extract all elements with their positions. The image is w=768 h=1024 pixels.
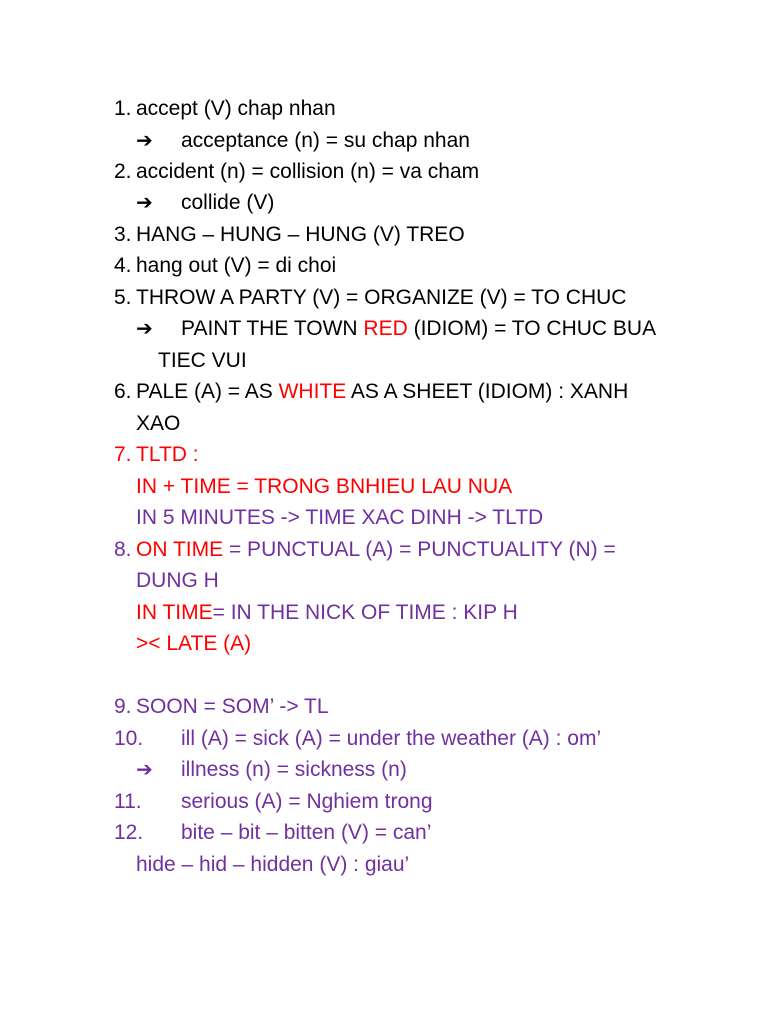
item-number: 12. — [114, 821, 144, 844]
item-text: serious (A) = Nghiem trong — [181, 790, 433, 813]
item-number: 4. — [114, 254, 132, 277]
item-text: bite – bit – bitten (V) = can’ — [181, 821, 432, 844]
item-number: 2. — [114, 160, 132, 183]
item-number: 8. — [114, 538, 132, 561]
continuation-text: XAO — [136, 412, 181, 435]
item-number: 1. — [114, 97, 132, 120]
item-text — [136, 379, 628, 405]
item-number: 9. — [114, 695, 132, 718]
item-number: 5. — [114, 286, 132, 309]
item-text: TLTD : — [136, 443, 199, 466]
text-segment: = PUNCTUAL (A) = PUNCTUALITY (N) = — [223, 538, 616, 561]
sub-item-text: illness (n) = sickness (n) — [181, 758, 407, 781]
item-text: hang out (V) = di choi — [136, 254, 337, 277]
item-text: SOON = SOM’ -> TL — [136, 695, 329, 718]
text-segment: PALE (A) = AS — [136, 380, 279, 403]
sub-item-text: acceptance (n) = su chap nhan — [181, 129, 470, 152]
item-number: 6. — [114, 380, 132, 403]
item-number: 11. — [114, 790, 142, 813]
text-segment: PAINT THE TOWN — [181, 317, 364, 340]
item-text — [136, 537, 616, 563]
detail-text — [136, 600, 518, 626]
item-number: 3. — [114, 223, 132, 246]
right-arrow-icon: ➔ — [136, 192, 153, 214]
highlight-word: WHITE — [278, 380, 347, 403]
item-number: 10. — [114, 727, 144, 750]
detail-text: >< LATE (A) — [136, 632, 252, 655]
item-number: 7. — [114, 443, 132, 466]
detail-text: IN 5 MINUTES -> TIME XAC DINH -> TLTD — [136, 506, 544, 529]
text-segment: (IDIOM) = TO CHUC BUA — [407, 317, 657, 340]
continuation-text: DUNG H — [136, 569, 219, 592]
text-segment: = IN THE NICK OF TIME : KIP H — [212, 601, 518, 624]
continuation-text: hide – hid – hidden (V) : giau’ — [136, 853, 410, 876]
item-text: ill (A) = sick (A) = under the weather (A) : om’ — [181, 727, 602, 750]
detail-text: IN + TIME = TRONG BNHIEU LAU NUA — [136, 475, 513, 498]
right-arrow-icon: ➔ — [136, 318, 153, 340]
sub-item-text — [181, 316, 656, 342]
highlight-word: IN TIME — [136, 601, 213, 624]
item-text: accept (V) chap nhan — [136, 97, 336, 120]
highlight-word: RED — [363, 317, 408, 340]
item-text: HANG – HUNG – HUNG (V) TREO — [136, 223, 465, 246]
item-text: THROW A PARTY (V) = ORGANIZE (V) = TO CHUC — [136, 286, 627, 309]
right-arrow-icon: ➔ — [136, 759, 153, 781]
item-text: accident (n) = collision (n) = va cham — [136, 160, 480, 183]
text-segment: AS A SHEET (IDIOM) : XANH — [346, 380, 629, 403]
continuation-text: TIEC VUI — [158, 349, 247, 372]
sub-item-text: collide (V) — [181, 191, 275, 214]
highlight-word: ON TIME — [136, 538, 224, 561]
right-arrow-icon: ➔ — [136, 130, 153, 152]
